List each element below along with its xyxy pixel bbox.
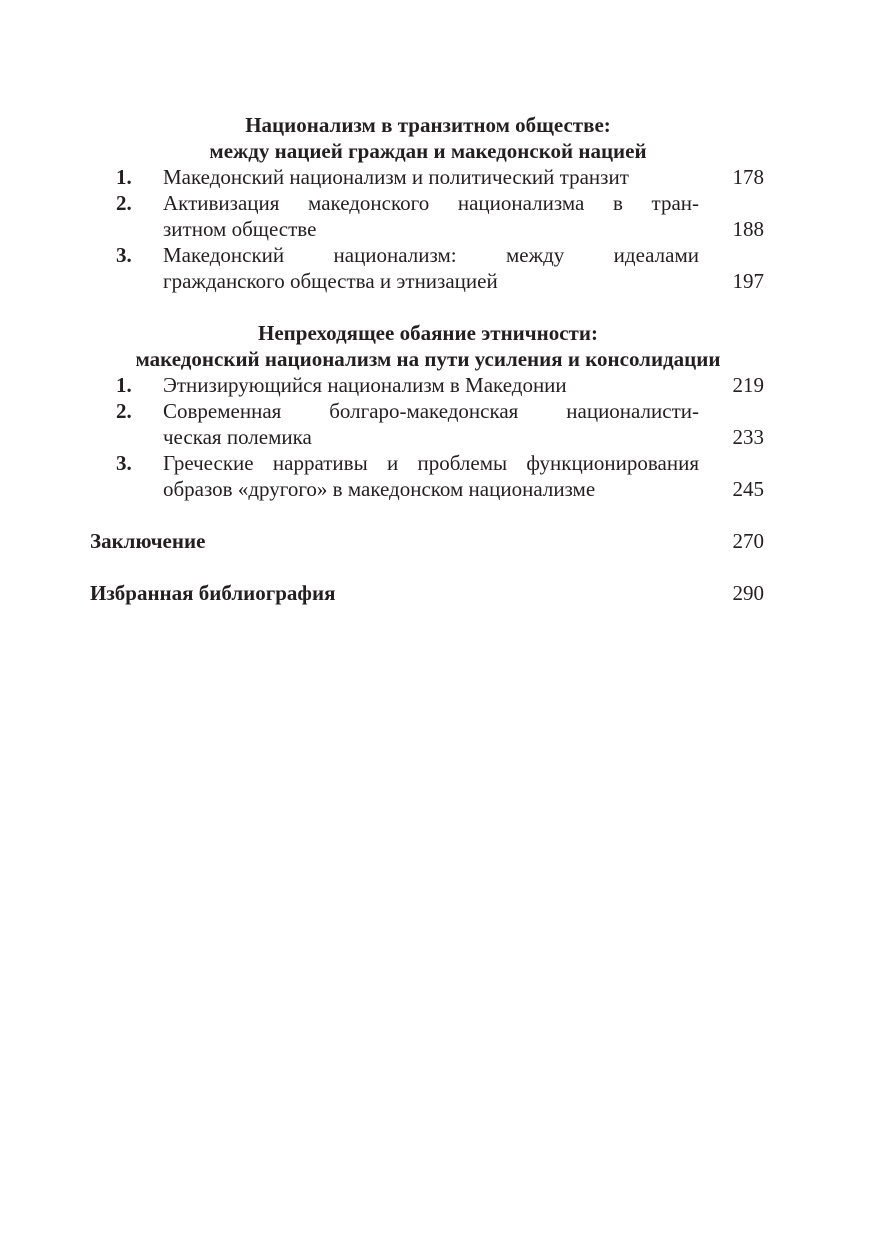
entry-title-line: Македонский национализм: между идеалами (163, 243, 699, 267)
entry-number: 2. (116, 191, 132, 215)
entry-number: 3. (116, 451, 132, 475)
entry-number: 1. (116, 165, 132, 189)
entry-page-number: 188 (732, 217, 764, 241)
section-heading-line: Непреходящее обаяние этничности: (258, 321, 598, 345)
entry-title (163, 450, 699, 502)
entry-page-number: 290 (732, 581, 764, 605)
toc-entry (90, 242, 766, 294)
entry-page-number: 233 (732, 425, 764, 449)
toc-entry (90, 450, 766, 502)
toc-entry (90, 164, 766, 190)
entry-title-line: образов «другого» в македонском национализме (163, 477, 596, 501)
entry-title-line: Греческие нарративы и проблемы функционирования (163, 451, 699, 475)
toc-entry (90, 190, 766, 242)
entry-page-number: 245 (732, 477, 764, 501)
section-heading-line: Национализм в транзитном обществе: (245, 113, 611, 137)
entry-title (163, 398, 699, 450)
entry-title-line: Современная болгаро-македонская националисти- (163, 399, 699, 423)
entry-page-number: 270 (732, 529, 764, 553)
toc-entry (90, 372, 766, 398)
entry-number: 1. (116, 373, 132, 397)
entry-title (163, 190, 699, 242)
entry-title-line: Этнизирующийся национализм в Македонии (163, 373, 567, 397)
entry-page-number: 219 (732, 373, 764, 397)
section-heading (90, 112, 766, 164)
entry-title-line: Македонский национализм и политический транзит (163, 165, 629, 189)
section-heading-line: македонский национализм на пути усиления и консолидации (135, 347, 721, 371)
entry-title-line: гражданского общества и этнизацией (163, 269, 498, 293)
entry-title-line: Активизация македонского национализма в тран- (163, 191, 699, 215)
entry-page-number: 197 (732, 269, 764, 293)
section-heading (90, 320, 766, 372)
entry-title-line: зитном обществе (163, 217, 317, 241)
toc-entry (90, 398, 766, 450)
entry-page-number: 178 (732, 165, 764, 189)
entry-title (163, 242, 699, 294)
entry-title: Избранная библиография (90, 581, 336, 605)
entry-title-line: ческая полемика (163, 425, 312, 449)
entry-title: Заключение (90, 529, 206, 553)
entry-title (163, 372, 699, 398)
entry-title (163, 164, 699, 190)
section-heading-line: между нацией граждан и македонской нацией (209, 139, 647, 163)
entry-number: 2. (116, 399, 132, 423)
entry-number: 3. (116, 243, 132, 267)
